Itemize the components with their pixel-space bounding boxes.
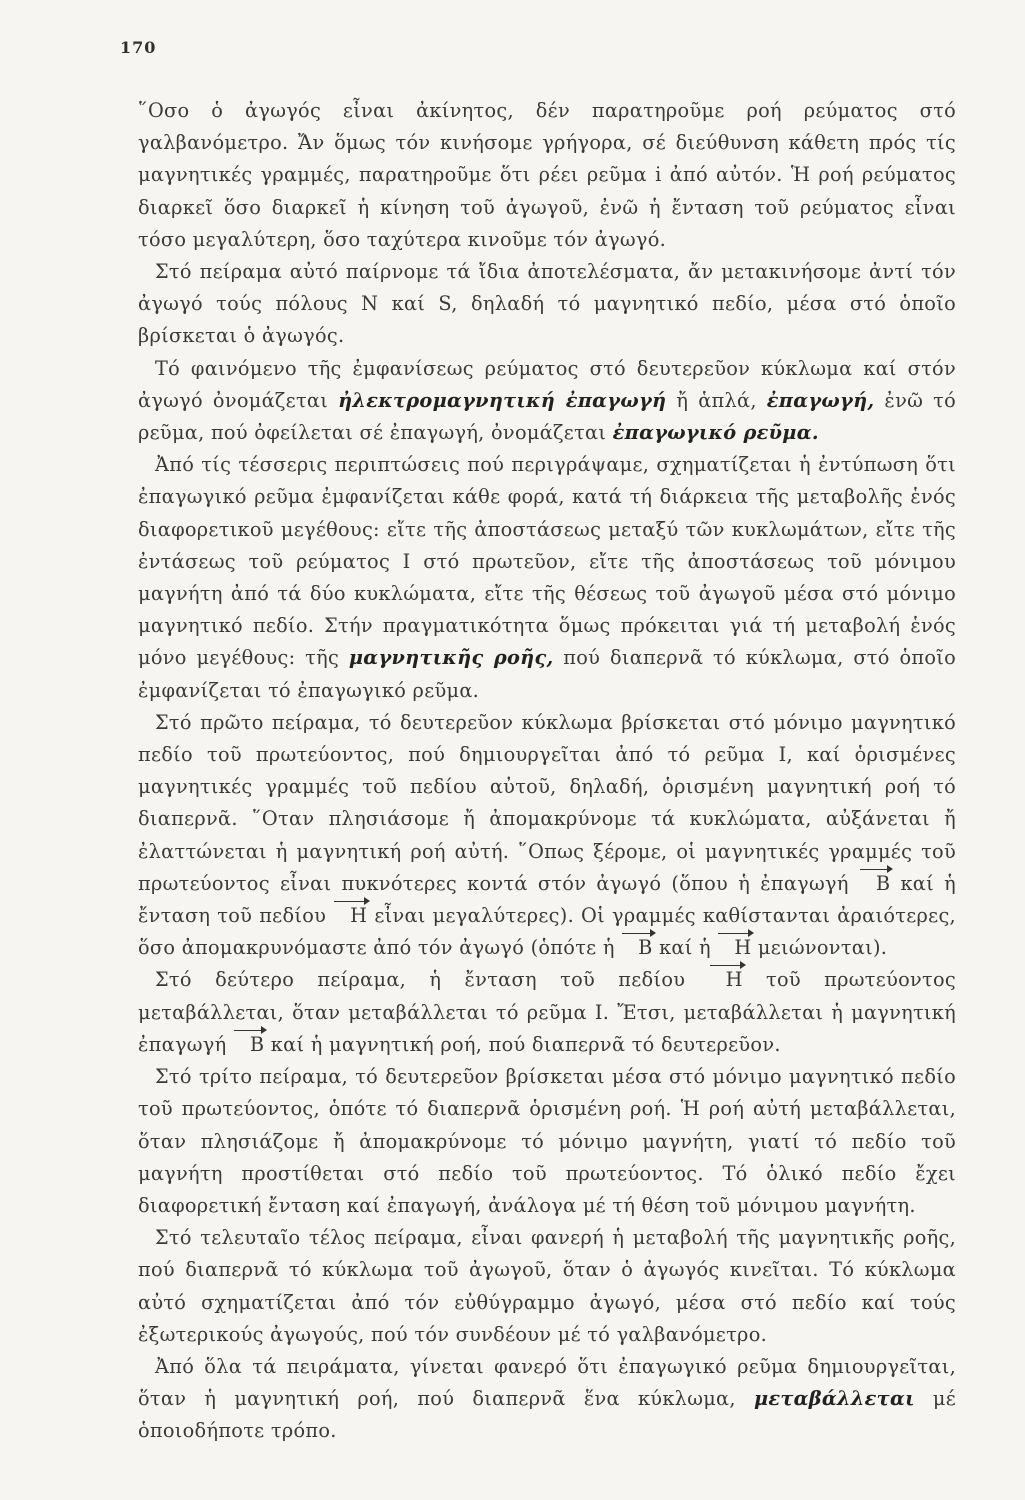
paragraph-2: Στό πείραμα αὐτό παίρνομε τά ἴδια ἀποτελέσματα, ἄν μετακινήσομε ἀντί τόν ἀγωγό τούς πόλους N καί S, δηλαδή τό μαγνητικό πεδίο, μέσα στό ὁποῖο βρίσκεται ὁ ἀγωγός.: [138, 260, 956, 348]
paragraph-3-text-b: ἤ ἁπλά,: [666, 388, 767, 412]
term-induced-current: ἐπαγωγικό ρεῦμα.: [612, 421, 819, 445]
page-number: 170: [120, 38, 157, 57]
paragraph-9-text-b: μέ ὁποιοδήποτε τρόπο.: [138, 1387, 956, 1443]
paragraph-4-text-a: Ἀπό τίς τέσσερις περιπτώσεις πού περιγράψαμε, σχηματίζεται ἡ ἐντύπωση ὅτι ἐπαγωγικό ρεῦμα ἐμφανίζεται κάθε φορά, κατά τή διάρκεια τῆς μεταβολῆς ἑνός διαφορετικοῦ μεγέθους: εἴτε τῆς ἀποστάσεως μεταξύ τῶν κυκλωμάτων, εἴτε τῆς ἐντάσεως τοῦ ρεύματος I στό πρωτεῦον, εἴτε τῆς ἀποστάσεως τοῦ μόνιμου μαγνήτη ἀπό τά δύο κυκλώματα, εἴτε τῆς θέσεως τοῦ ἀγωγοῦ μέσα στό μόνιμο μαγνητικό πεδίο. Στήν πραγματικότητα ὅμως πρόκειται γιά τή μεταβολή ἑνός μόνο μεγέθους: τῆς: [138, 453, 956, 670]
paragraph-3: [138, 353, 956, 450]
paragraph-6-text-a: Στό δεύτερο πείραμα, ἡ ἔνταση τοῦ πεδίου: [155, 968, 709, 992]
term-induction: ἐπαγωγή,: [766, 388, 875, 412]
paragraph-6: [138, 964, 956, 1061]
paragraph-5-text-c: εἶναι μεγαλύτερες). Οἱ γραμμές καθίστανται ἀραιότερες, ὅσο ἀπομακρυνόμαστε ἀπό τόν ἀγωγό (ὁπότε ἡ: [138, 904, 956, 960]
term-magnetic-flux: μαγνητικῆς ροῆς,: [348, 646, 554, 670]
paragraph-7: Στό τρίτο πείραμα, τό δευτερεῦον βρίσκεται μέσα στό μόνιμο μαγνητικό πεδίο τοῦ πρωτεύοντος, ὁπότε τό διαπερνᾶ ὁρισμένη ροή. Ἡ ροή αὐτή μεταβάλλεται, ὅταν πλησιάζομε ἤ ἀπομακρύνομε τό μόνιμο μαγνήτη, γιατί τό πεδίο τοῦ μαγνήτη προστίθεται στό πεδίο τοῦ πρωτεύοντος. Τό ὁλικό πεδίο ἔχει διαφορετική ἔνταση καί ἐπαγωγή, ἀνάλογα μέ τή θέση τοῦ μόνιμου μαγνήτη.: [138, 1065, 956, 1217]
text-body: [138, 95, 956, 1448]
paragraph-9: [138, 1351, 956, 1448]
paragraph-6-text-c: καί ἡ μαγνητική ροή, πού διαπερνᾶ τό δευτερεῦον.: [264, 1032, 781, 1056]
vector-b-symbol: B: [621, 932, 652, 964]
paragraph-5-text-a: Στό πρῶτο πείραμα, τό δευτερεῦον κύκλωμα βρίσκεται στό μόνιμο μαγνητικό πεδίο τοῦ πρωτεύοντος, πού δημιουργεῖται ἀπό τό ρεῦμα I, καί ὁρισμένες μαγνητικές γραμμές τοῦ πεδίου αὐτοῦ, δηλαδή, ὁρισμένη μαγνητική ροή τό διαπερνᾶ. ῞Οταν πλησιάσομε ἤ ἀπομακρύνομε τά κυκλώματα, αὐξάνεται ἤ ἐλαττώνεται ἡ μαγνητική ροή αὐτή. ῞Οπως ξέρομε, οἱ μαγνητικές γραμμές τοῦ πρωτεύοντος εἶναι πυκνότερες κοντά στόν ἀγωγό (ὅπου ἡ ἐπαγωγή: [138, 710, 956, 895]
term-electromagnetic-induction: ἠλεκτρομαγνητική ἐπαγωγή: [338, 388, 667, 412]
term-changes: μεταβάλλεται: [753, 1387, 915, 1411]
vector-h-symbol: H: [717, 932, 751, 964]
paragraph-5-text-b: καί ἡ ἔνταση τοῦ πεδίου: [138, 871, 956, 928]
vector-h-symbol: H: [709, 964, 743, 996]
paragraph-9-text-a: Ἀπό ὅλα τά πειράματα, γίνεται φανερό ὅτι ἐπαγωγικό ρεῦμα δημιουργεῖται, ὅταν ἡ μαγνητική ροή, πού διαπερνᾶ ἕνα κύκλωμα,: [138, 1354, 956, 1411]
paragraph-3-text-c: ἐνῶ τό ρεῦμα, πού ὀφείλεται σέ ἐπαγωγή, ὀνομάζεται: [138, 388, 956, 445]
paragraph-4-text-b: πού διαπερνᾶ τό κύκλωμα, στό ὁποῖο ἐμφανίζεται τό ἐπαγωγικό ρεῦμα.: [138, 646, 956, 702]
paragraph-6-text-b: τοῦ πρωτεύοντος μεταβάλλεται, ὅταν μεταβάλλεται τό ρεῦμα I. Ἔτσι, μεταβάλλεται ἡ μαγνητική ἐπαγωγή: [138, 968, 956, 1056]
paragraph-5-text-d: καί ἡ: [652, 936, 718, 960]
vector-h-symbol: H: [333, 900, 367, 932]
paragraph-8: Στό τελευταῖο τέλος πείραμα, εἶναι φανερή ἡ μεταβολή τῆς μαγνητικῆς ροῆς, πού διαπερνᾶ τό κύκλωμα τοῦ ἀγωγοῦ, ὅταν ὁ ἀγωγός κινεῖται. Τό κύκλωμα αὐτό σχηματίζεται ἀπό τόν εὐθύγραμμο ἀγωγό, μέσα στό πεδίο καί τούς ἐξωτερικούς ἀγωγούς, πού τόν συνδέουν μέ τό γαλβανόμετρο.: [138, 1226, 956, 1346]
paragraph-3-text-a: Τό φαινόμενο τῆς ἐμφανίσεως ρεύματος στό δευτερεῦον κύκλωμα καί στόν ἀγωγό ὀνομάζεται: [138, 356, 956, 412]
paragraph-5: [138, 707, 956, 965]
vector-b-symbol: B: [233, 1029, 264, 1061]
paragraph-4: [138, 449, 956, 707]
paragraph-5-text-e: μειώνονται).: [751, 936, 888, 960]
paragraph-1: ῞Οσο ὁ ἀγωγός εἶναι ἀκίνητος, δέν παρατηροῦμε ροή ρεύματος στό γαλβανόμετρο. Ἄν ὅμως τόν κινήσομε γρήγορα, σέ διεύθυνση κάθετη πρός τίς μαγνητικές γραμμές, παρατηροῦμε ὅτι ρέει ρεῦμα i ἀπό αὐτόν. Ἡ ροή ρεύματος διαρκεῖ ὅσο διαρκεῖ ἡ κίνηση τοῦ ἀγωγοῦ, ἐνῶ ἡ ἔνταση τοῦ ρεύματος εἶναι τόσο μεγαλύτερη, ὅσο ταχύτερα κινοῦμε τόν ἀγωγό.: [138, 99, 956, 251]
vector-b-symbol: B: [859, 868, 890, 900]
